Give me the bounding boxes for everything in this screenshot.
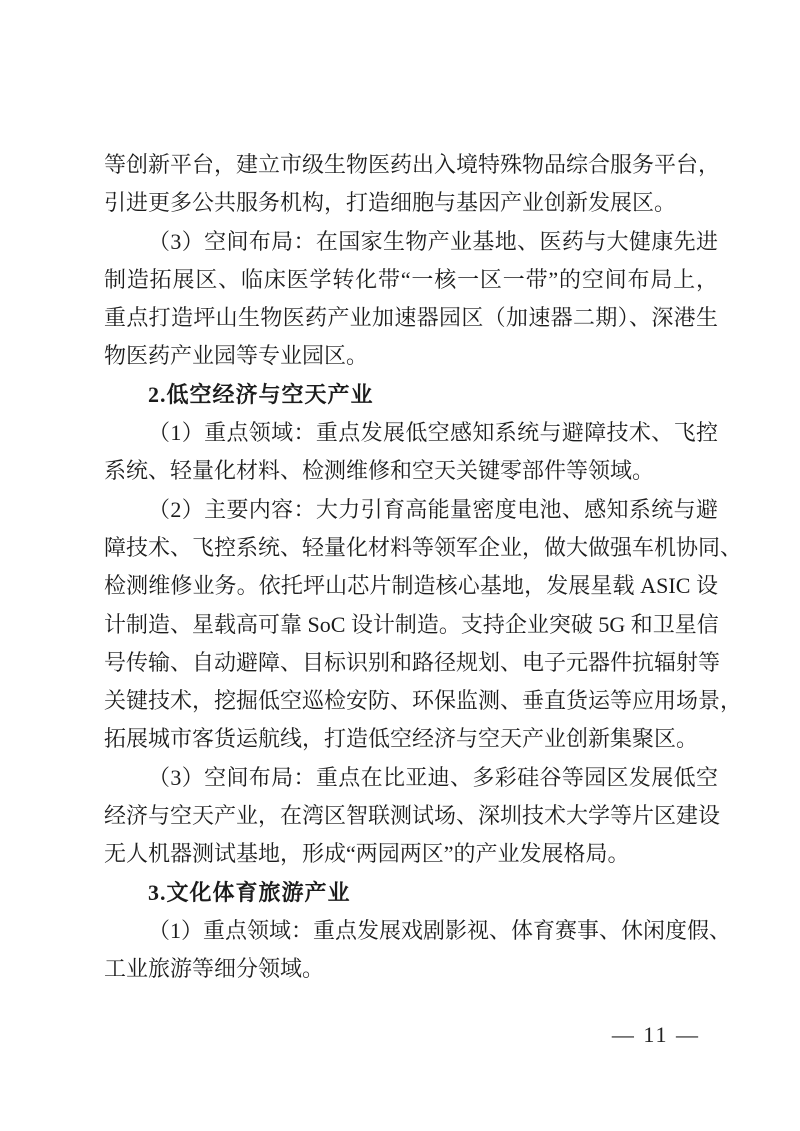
text-line: 等创新平台，建立市级生物医药出入境特殊物品综合服务平台， — [104, 152, 721, 177]
text-line: 引进更多公共服务机构，打造细胞与基因产业创新发展区。 — [104, 190, 677, 216]
text-line: 经济与空天产业，在湾区智联测试场、深圳技术大学等片区建设 — [104, 803, 721, 829]
text-line: 检测维修业务。依托坪山芯片制造核心基地，发展星载 ASIC 设 — [104, 573, 718, 599]
text-content — [104, 146, 743, 989]
text-line: 无人机器测试基地，形成“两园两区”的产业发展格局。 — [104, 841, 630, 867]
text-line: 重点打造坪山生物医药产业加速器园区（加速器二期）、深港生 — [104, 305, 718, 331]
text-line: （3）空间布局：重点在比亚迪、多彩硅谷等园区发展低空 — [148, 764, 718, 790]
section-heading: 2.低空经济与空天产业 — [148, 381, 374, 407]
page-number: — 11 — — [611, 1022, 700, 1047]
text-line: 障技术、飞控系统、轻量化材料等领军企业，做大做强车机协同、 — [104, 534, 743, 560]
text-line: （2）主要内容：大力引育高能量密度电池、感知系统与避 — [148, 496, 718, 522]
text-line: （1）重点领域：重点发展戏剧影视、体育赛事、休闲度假、 — [148, 917, 732, 943]
text-line: （1）重点领域：重点发展低空感知系统与避障技术、飞控 — [148, 420, 718, 446]
text-line: 制造拓展区、临床医学转化带“一核一区一带”的空间布局上， — [104, 266, 719, 292]
text-line: 关键技术，挖掘低空巡检安防、环保监测、垂直货运等应用场景， — [104, 688, 743, 714]
text-line: 计制造、星载高可靠 SoC 设计制造。支持企业突破 5G 和卫星信 — [104, 611, 719, 637]
text-line: 拓展城市客货运航线，打造低空经济与空天产业创新集聚区。 — [104, 726, 699, 752]
section-heading: 3.文化体育旅游产业 — [148, 879, 351, 905]
text-line: 工业旅游等细分领域。 — [104, 956, 325, 982]
text-line: 号传输、自动避障、目标识别和路径规划、电子元器件抗辐射等 — [104, 649, 721, 675]
text-line: 物医药产业园等专业园区。 — [104, 343, 369, 369]
text-line: 系统、轻量化材料、检测维修和空天关键零部件等领域。 — [104, 458, 655, 484]
text-line: （3）空间布局：在国家生物产业基地、医药与大健康先进 — [148, 228, 718, 254]
